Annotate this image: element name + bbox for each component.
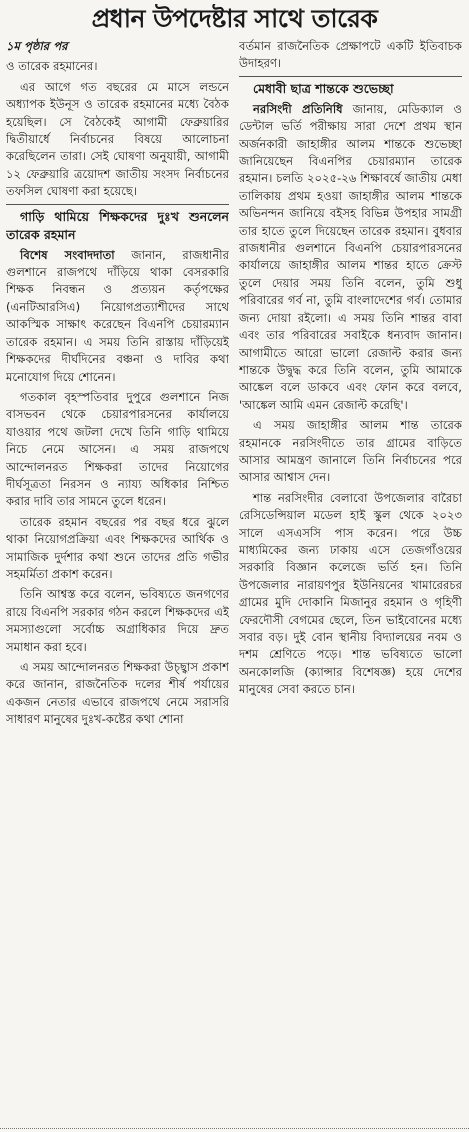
paragraph (239, 101, 462, 414)
right-column (239, 38, 462, 732)
article-columns (6, 38, 463, 732)
continuation-source: ১ম পৃষ্ঠার পর (6, 39, 68, 53)
byline: বিশেষ সংবাদদাতা (20, 247, 115, 262)
paragraph: ও তারেক রহমানের। (6, 59, 98, 74)
headline: প্রধান উপদেষ্টার সাথে তারেক (91, 4, 378, 33)
paragraph: তিনি আশ্বস্ত করে বলেন, ভবিষ্যতে জনগণের রায়ে বিএনপি সরকার গঠন করলে শিক্ষকদের এই সমস্যাগুলো সর্বোচ্চ অগ্রাধিকার দিয়ে দ্রুত সমাধান করা হবে। (6, 587, 229, 654)
subheadline: মেধাবী ছাত্র শান্তকে শুভেচ্ছা (239, 76, 462, 98)
paragraph (6, 247, 229, 386)
paragraph: এর আগে গত বছরের মে মাসে লন্ডনে অধ্যাপক ইউনূস ও তারেক রহমানের মধ্যে বৈঠক হয়েছিল। সে বৈঠকেই আগামী ফেব্রুয়ারির দ্বিতীয়ার্ধে নির্বাচনের বিষয়ে আলোচনা করেছিলেন তারা। সেই ঘোষণা অনুযায়ী, আগামী ১২ ফেব্রুয়ারি ত্রয়োদশ জাতীয় সংসদ নির্বাচনের তফসিল ঘোষণা করা হয়েছে। (6, 79, 229, 199)
subheadline: গাড়ি থামিয়ে শিক্ষকদের দুঃখ শুনলেন তারেক রহমান (6, 204, 229, 244)
paragraph: এ সময় আন্দোলনরত শিক্ষকরা উচ্ছ্বাস প্রকাশ করে জানান, রাজনৈতিক দলের শীর্ষ পর্যায়ের একজন নেতার এভাবে রাজপথে নেমে সরাসরি সাধারণ মানুষের দুঃখ-কষ্টের কথা শোনা (6, 660, 229, 727)
paragraph-text: জানান, রাজধানীর গুলশানে রাজপথে দাঁড়িয়ে থাকা বেসরকারি শিক্ষক নিবন্ধন ও প্রত্যয়ন কর্তৃপক্ষের (এনটিআরসিএ) নিয়োগপ্রত্যাশীদের সাথে আকস্মিক সাক্ষাৎ করেছেন বিএনপি চেয়ারম্যান তারেক রহমান। এ সময় তিনি রাস্তায় দাঁড়িয়েই শিক্ষকদের দীর্ঘদিনের বঞ্চনা ও দাবির কথা মনোযোগ দিয়ে শোনেন। (6, 247, 229, 384)
paragraph: তারেক রহমান বছরের পর বছর ধরে ঝুলে থাকা নিয়োগপ্রক্রিয়া এবং শিক্ষকদের আর্থিক ও সামাজিক দুর্দশার কথা শুনে তাদের প্রতি গভীর সহমর্মিতা প্রকাশ করেন। (6, 514, 229, 581)
paragraph: বর্তমান রাজনৈতিক প্রেক্ষাপটে একটি ইতিবাচক উদাহরণ। (239, 39, 462, 71)
paragraph-text: জানায়, মেডিক্যাল ও ডেন্টাল ভর্তি পরীক্ষায় সারা দেশে প্রথম স্থান অর্জনকারী জাহাঙ্গীর আলম শান্তকে শুভেচ্ছা জানিয়েছেন বিএনপির চেয়ারম্যান তারেক রহমান। চলতি ২০২৫-২৬ শিক্ষাবর্ষে জাতীয় মেধা তালিকায় প্রথম হওয়া জাহাঙ্গীর আলম শান্তকে অভিনন্দন জানিয়ে বইসহ বিভিন্ন উপহার সামগ্রী তার হাতে তুলে দিয়েছেন তারেক রহমান। বুধবার রাজধানীর গুলশানে বিএনপি চেয়ারপারসনের কার্যালয়ে জাহাঙ্গীর আলম শান্তর হাতে ক্রেস্ট তুলে দেয়ার সময় তিনি বলেন, তুমি শুধু পরিবারের গর্ব না, তুমি বাংলাদেশের গর্ব। তোমার জন্য দোয়া রইলো। এ সময় তিনি শান্তর বাবা এবং তার পরিবারের সবাইকে ধন্যবাদ জানান। আগামীতে আরো ভালো রেজাল্ট করার জন্য শান্তকে উদ্বুদ্ধ করে তিনি বলেন, তুমি আমাকে আঙ্কেল বলে ডাকবে এবং ফোন করে বলবে, 'আঙ্কেল আমি এমন রেজাল্ট করেছি'। (239, 101, 462, 412)
left-column (6, 38, 229, 732)
paragraph: শান্ত নরসিংদীর বেলাবো উপজেলার বারৈচা রেসিডেন্সিয়াল মডেল হাই স্কুল থেকে ২০২৩ সালে এসএসসি পাস করেন। পরে উচ্চ মাধ্যমিকের জন্য ঢাকায় এসে তেজগাঁওয়ের সরকারি বিজ্ঞান কলেজে ভর্তি হন। তিনি উপজেলার নারায়ণপুর ইউনিয়নের খামারেরচর গ্রামের মুদি দোকানি মিজানুর রহমান ও গৃহিণী ফেরদৌসী বেগমের ছেলে, তিন ভাইবোনের মধ্যে সবার বড়। দুই বোন স্থানীয় বিদ্যালয়ের নবম ও দশম শ্রেণিতে পড়ে। শান্ত ভবিষ্যতে ভালো অনকোলজি (ক্যান্সার বিশেষজ্ঞ) হয়ে দেশের মানুষের সেবা করতে চান। (239, 490, 462, 697)
paragraph: গতকাল বৃহস্পতিবার দুপুরে গুলশানে নিজ বাসভবন থেকে চেয়ারপারসনের কার্যালয়ে যাওয়ার পথে জটলা দেখে তিনি গাড়ি থামিয়ে নিচে নেমে আসেন। এ সময় রাজপথে আন্দোলনরত শিক্ষকরা তাদের নিয়োগের দীর্ঘসূত্রতা নিরসন ও ন্যায্য অধিকার নিশ্চিত করার দাবি তার সামনে তুলে ধরেন। (6, 389, 229, 509)
paragraph: এ সময় জাহাঙ্গীর আলম শান্ত তারেক রহমানকে নরসিংদীতে তার গ্রামের বাড়িতে আসার আমন্ত্রণ জানালে তিনি নির্বাচনের পরে আসার আশ্বাস দেন। (239, 418, 462, 485)
page-divider (0, 1128, 469, 1132)
byline: নরসিংদী প্রতিনিধি (253, 101, 343, 116)
